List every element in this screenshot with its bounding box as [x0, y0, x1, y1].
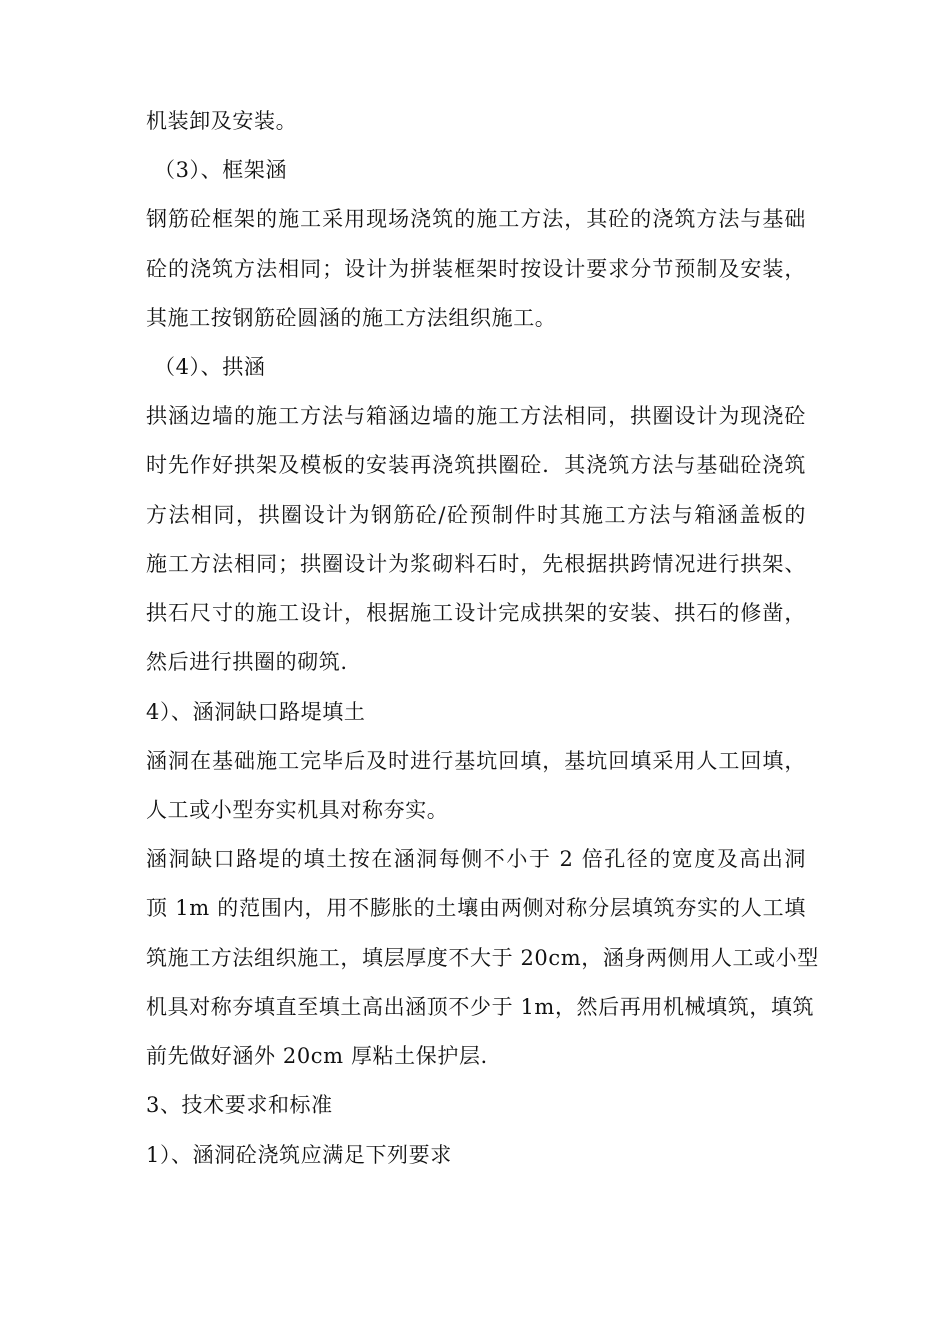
text-line: 时先作好拱架及模板的安装再浇筑拱圈砼．其浇筑方法与基础砼浇筑	[146, 453, 806, 477]
text-line: 涵洞在基础施工完毕后及时进行基坑回填，基坑回填采用人工回填，	[146, 749, 806, 773]
text-line: 顶 1m 的范围内，用不膨胀的土壤由两侧对称分层填筑夯实的人工填	[146, 896, 806, 920]
section-heading: 3、技术要求和标准	[146, 1093, 333, 1117]
section-heading: （3）、框架涵	[154, 158, 288, 182]
section-heading: 4）、涵洞缺口路堤填土	[146, 700, 366, 724]
text-line: 然后进行拱圈的砌筑.	[146, 650, 348, 674]
text-line: 其施工按钢筋砼圆涵的施工方法组织施工。	[146, 306, 557, 330]
text-line: 前先做好涵外 20cm 厚粘土保护层.	[146, 1044, 488, 1068]
text-line: 施工方法相同；拱圈设计为浆砌料石时，先根据拱跨情况进行拱架、	[146, 552, 806, 576]
text-line: 方法相同，拱圈设计为钢筋砼/砼预制件时其施工方法与箱涵盖板的	[146, 503, 806, 527]
text-line: 人工或小型夯实机具对称夯实。	[146, 798, 449, 822]
section-heading: 1）、涵洞砼浇筑应满足下列要求	[146, 1143, 452, 1167]
text-line: 拱石尺寸的施工设计，根据施工设计完成拱架的安装、拱石的修凿，	[146, 601, 806, 625]
text-line: 涵洞缺口路堤的填土按在涵洞每侧不小于 2 倍孔径的宽度及高出洞	[146, 847, 806, 871]
text-line: 钢筋砼框架的施工采用现场浇筑的施工方法，其砼的浇筑方法与基础	[146, 207, 806, 231]
text-line: 机装卸及安装。	[146, 109, 298, 133]
section-heading: （4）、拱涵	[154, 355, 266, 379]
text-line: 筑施工方法组织施工，填层厚度不大于 20cm，涵身两侧用人工或小型	[146, 946, 819, 970]
text-line: 砼的浇筑方法相同；设计为拼装框架时按设计要求分节预制及安装，	[146, 257, 806, 281]
text-line: 拱涵边墙的施工方法与箱涵边墙的施工方法相同，拱圈设计为现浇砼	[146, 404, 806, 428]
text-line: 机具对称夯填直至填土高出涵顶不少于 1m，然后再用机械填筑，填筑	[146, 995, 815, 1019]
